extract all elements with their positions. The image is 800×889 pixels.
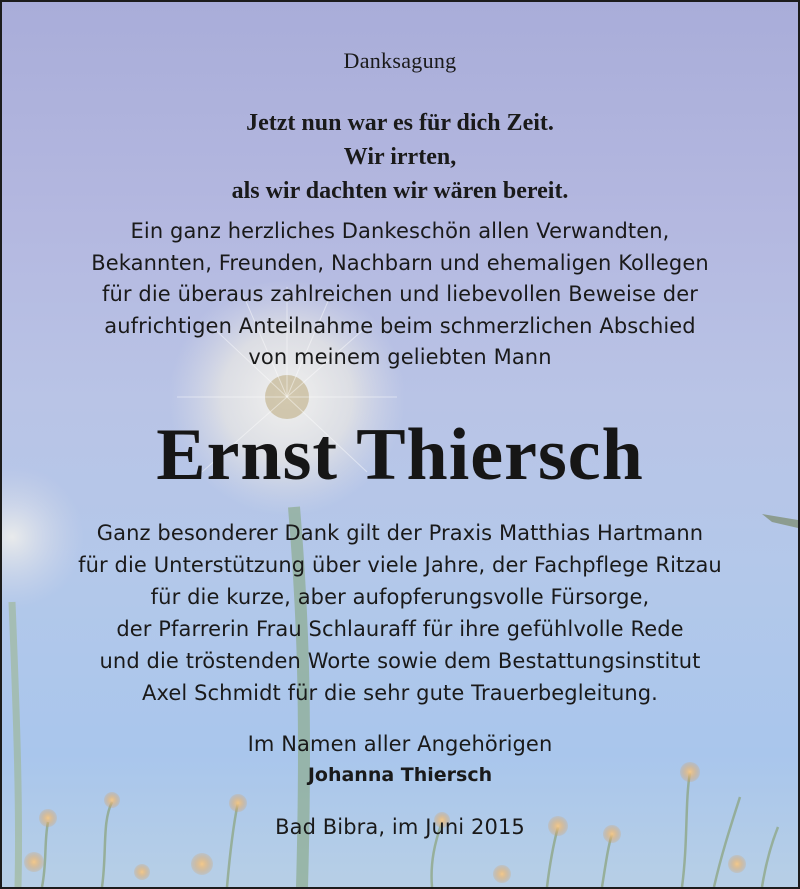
intro-line: Bekannten, Freunden, Nachbarn und ehemaligen Kollegen <box>91 251 709 275</box>
special-thanks-line: für die Unterstützung über viele Jahre, der Fachpflege Ritzau <box>78 553 722 577</box>
intro-line: von meinem geliebten Mann <box>248 345 552 369</box>
deceased-name: Ernst Thiersch <box>156 414 644 496</box>
signature-intro: Im Namen aller Angehörigen <box>247 732 553 756</box>
place-date: Bad Bibra, im Juni 2015 <box>275 815 525 839</box>
special-thanks-line: Ganz besonderer Dank gilt der Praxis Matthias Hartmann <box>96 521 704 545</box>
motto-line: Jetzt nun war es für dich Zeit. <box>246 110 554 136</box>
special-thanks-line: für die kurze, aber aufopferungsvolle Fürsorge, <box>150 585 650 609</box>
intro-line: aufrichtigen Anteilnahme beim schmerzlichen Abschied <box>104 314 696 338</box>
notice-content <box>2 2 798 887</box>
motto-line: Wir irrten, <box>343 144 457 170</box>
special-thanks-line: der Pfarrerin Frau Schlauraff für ihre gefühlvolle Rede <box>116 617 684 641</box>
intro-line: für die überaus zahlreichen und liebevollen Beweise der <box>102 282 698 306</box>
intro-line: Ein ganz herzliches Dankeschön allen Verwandten, <box>130 219 670 243</box>
special-thanks-line: Axel Schmidt für die sehr gute Trauerbegleitung. <box>142 681 658 705</box>
special-thanks-line: und die tröstenden Worte sowie dem Bestattungsinstitut <box>99 649 701 673</box>
signature-name: Johanna Thiersch <box>307 764 493 786</box>
notice-heading: Danksagung <box>343 48 457 73</box>
motto-line: als wir dachten wir wären bereit. <box>231 178 569 204</box>
